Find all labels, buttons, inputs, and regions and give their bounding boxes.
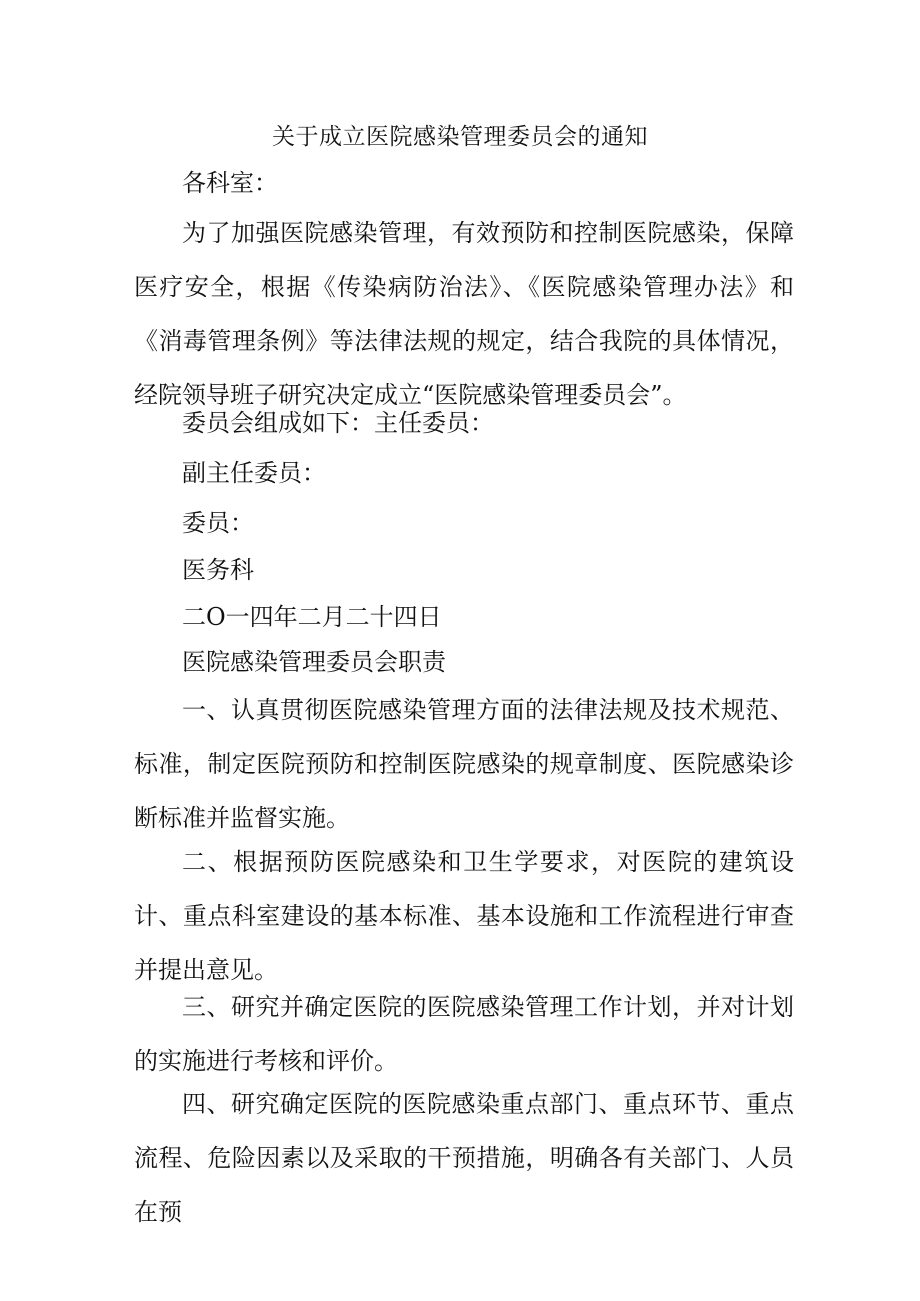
issuer: 医务科 (182, 556, 254, 584)
duty-item-4: 四、研究确定医院的医院感染重点部门、重点环节、重点流程、危险因素以及采取的干预措施，明确各有关部门、人员在预 (134, 1090, 794, 1226)
committee-composition: 委员会组成如下：主任委员： (182, 409, 494, 437)
intro-paragraph: 为了加强医院感染管理，有效预防和控制医院感染，保障医疗安全，根据《传染病防治法》、《医院感染管理办法》和《消毒管理条例》等法律法规的规定，结合我院的具体情况，经院领导班子研究决定成立“医院感染管理委员会”。 (134, 219, 794, 409)
duty-item-1: 一、认真贯彻医院感染管理方面的法律法规及技术规范、标准，制定医院预防和控制医院感染的规章制度、医院感染诊断标准并监督实施。 (134, 696, 794, 832)
vice-chair-line: 副主任委员： (182, 459, 326, 487)
salutation: 各科室： (182, 169, 278, 197)
document-title: 关于成立医院感染管理委员会的通知 (272, 124, 648, 150)
duty-item-2: 二、根据预防医院感染和卫生学要求，对医院的建筑设计、重点科室建设的基本标准、基本设施和工作流程进行审查并提出意见。 (134, 848, 794, 984)
duties-heading: 医院感染管理委员会职责 (182, 648, 446, 676)
members-line: 委员： (182, 509, 254, 537)
issue-date: 二O一四年二月二十四日 (182, 603, 442, 631)
duty-item-3: 三、研究并确定医院的医院感染管理工作计划，并对计划的实施进行考核和评价。 (134, 993, 794, 1075)
